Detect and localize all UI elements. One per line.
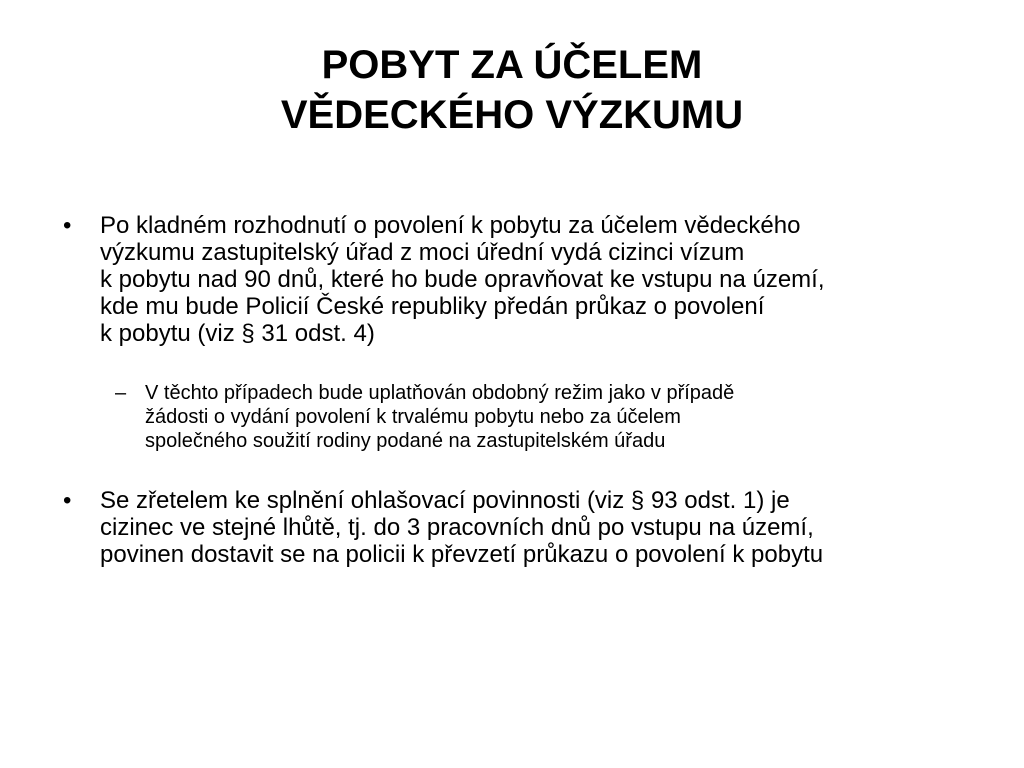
bullet-text-line: Se zřetelem ke splnění ohlašovací povinnosti (viz § 93 odst. 1) je [100,487,790,514]
slide-title [0,40,1024,140]
bullet-text-line: cizinec ve stejné lhůtě, tj. do 3 pracovních dnů po vstupu na území, [100,514,814,541]
dash-icon: – [115,382,127,404]
bullet-text-line: k pobytu (viz § 31 odst. 4) [100,320,375,347]
bullet-text-line: Po kladném rozhodnutí o povolení k pobytu za účelem vědeckého [100,212,801,239]
sub-bullet-text-line: žádosti o vydání povolení k trvalému pobytu nebo za účelem [145,406,681,428]
bullet-text-line: povinen dostavit se na policii k převzetí průkazu o povolení k pobytu [100,541,824,568]
title-line: VĚDECKÉHO VÝZKUMU [280,93,744,137]
bullet-list [0,212,1024,568]
sub-bullet-item [0,381,1024,453]
bullet-text-line: k pobytu nad 90 dnů, které ho bude opravňovat ke vstupu na území, [100,266,825,293]
bullet-icon: • [63,212,72,239]
sub-bullet-text-line: společného soužití rodiny podané na zastupitelském úřadu [145,430,666,452]
bullet-icon: • [63,487,72,514]
bullet-text-line: výzkumu zastupitelský úřad z moci úřední vydá cizinci vízum [100,239,745,266]
bullet-item [0,212,1024,347]
bullet-text-line: kde mu bude Policií České republiky předán průkaz o povolení [100,293,765,320]
sub-bullet-text-line: V těchto případech bude uplatňován obdobný režim jako v případě [145,382,735,404]
title-line: POBYT ZA ÚČELEM [321,43,703,87]
bullet-item [0,487,1024,568]
